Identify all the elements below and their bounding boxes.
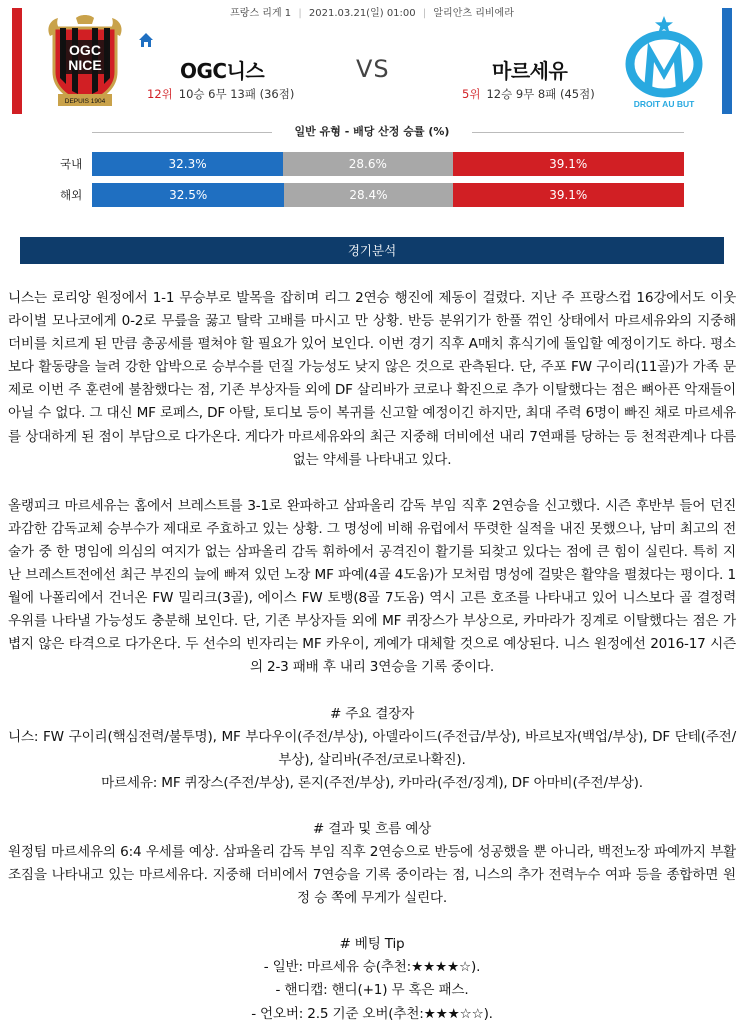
match-header [0,0,744,118]
away-win-segment: 39.1% [453,152,684,176]
odds-bar [92,152,684,176]
ogc-nice-logo [44,14,126,110]
match-meta: 프랑스 리게 1 | 2021.03.21(일) 01:00 | 알리안츠 리비에라 [0,4,744,19]
home-record-text: 10승 6무 13패 (36점) [178,87,295,101]
odds-row-overseas [0,183,744,207]
home-logo-text-3: DEPUIS 1904 [64,98,106,105]
home-win-segment: 32.3% [92,152,283,176]
match-venue: 알리안츠 리비에라 [433,8,514,19]
odds-row-label: 해외 [60,188,83,202]
away-analysis-paragraph: 올랭피크 마르세유는 홈에서 브레스트를 3-1로 완파하고 삼파올리 감독 부임 직후 2연승을 신고했다. 시즌 후반부 들어 던진 과감한 감독교체 승부수가 제대로 주효하고 있는 상황. 그 명성에 비해 유럽에서 뚜렷한 실적을 내진 못했으나, 남미 최고의 전술가 중 한 명임에 의심의 여지가 없는 삼파올리 감독 휘하에서 공격진이 활기를 되찾고 있다는 점에 큰 힘이 실린다. 특히 지난 브레스트전에선 최근 부진의 늪에 빠져 있던 노장 MF 파예(4골 4도움)가 모처럼 명성에 걸맞은 활약을 펼쳤다는 평이다. 1월에 나폴리에서 건너온 FW 밀리크(3골), 에이스 FW 토뱅(8골 7도움) 역시 고른 호조를 나타내고 있어 니스보다 골 결정력 우위를 나타낼 가능성도 충분해 보인다. 단, 기존 부상자들 외에 MF 퀴장스가 부상으로, 카마라가 징계로 이탈했다는 점은 가볍지 않은 타격으로 다가온다. 두 선수의 빈자리는 MF 카우이, 게예가 대체할 것으로 예상된다. 니스 원정에선 2016-17 시즌의 2-3 패배 후 내리 3연승을 기록 중이다. [8,497,736,676]
odds-bar [92,183,684,207]
absent-away: 마르세유: MF 퀴장스(주전/부상), 론지(주전/부상), 카마라(주전/징계), DF 아마비(주전/부상). [101,774,643,791]
absent-title: # 주요 결장자 [329,705,415,722]
away-win-segment: 39.1% [453,183,684,207]
absent-home: 니스: FW 구이리(핵심전력/불투명), MF 부다우이(주전/부상), 아델라이드(주전급/부상), 바르보자(백업/부상), DF 단테(주전/부상), 살리바(주전/코로나확진). [8,728,736,768]
tip-handicap: - 핸디캡: 핸디(+1) 무 혹은 패스. [275,982,469,999]
draw-segment: 28.6% [283,152,452,176]
analysis-section-header: 경기분석 [20,237,724,264]
home-icon [138,32,154,48]
away-color-edge [722,8,732,114]
odds-row-domestic [0,152,744,176]
tip-general: - 일반: 마르세유 승(추천:★★★★☆). [263,959,481,976]
match-datetime: 2021.03.21(일) 01:00 [308,8,416,19]
home-analysis-paragraph: 니스는 로리앙 원정에서 1-1 무승부로 발목을 잡히며 리그 2연승 행진에 제동이 걸렸다. 지난 주 프랑스컵 16강에서도 이웃 라이벌 모나코에게 0-2로 무릎을 꿇고 탈락 고배를 마시고 만 상황. 반등 분위기가 한풀 꺾인 상태에서 마르세유와의 지중해 더비를 치르게 된 만큼 총공세를 펼쳐야 할 필요가 있어 보인다. 이번 경기 직후 A매치 휴식기에 돌입할 예정이기도 하다. 평소보다 활동량을 늘려 강한 압박으로 승부수를 던질 가능성도 낮지 않은 것으로 관측된다. 단, 주포 FW 구이리(11골)가 가족 문제로 이번 주 훈련에 불참했다는 점, 기존 부상자들 외에 DF 살리바가 코로나 확진으로 추가 이탈했다는 점은 뼈아픈 악재들이 아닐 수 없다. 그 대신 MF 로페스, DF 아탈, 토디보 등이 복귀를 신고할 예정이긴 하지만, 최대 주력 6명이 빠진 채로 마르세유를 상대하게 된 점이 부담으로 다가온다. 게다가 마르세유와의 최근 지중해 더비에선 내리 7연패를 당하는 등 천적관계나 다름없는 약세를 나타내고 있다. [8,290,736,468]
home-rank: 12위 [147,87,173,101]
home-record [147,86,294,102]
tip-over-under: - 언오버: 2.5 기준 오버(추천:★★★☆☆). [251,1005,493,1022]
home-win-segment: 32.5% [92,183,284,207]
result-text: 원정팀 마르세유의 6:4 우세를 예상. 삼파올리 감독 부임 직후 2연승으로 반등에 성공했을 뿐 아니라, 백전노장 파예까지 부활 조짐을 나타내고 있는 마르세유다. 지중해 더비에서 7연승을 기록 중이라는 점, 니스의 추가 전력누수 여파 등을 종합하면 원정 승 쪽에 무게가 실린다. [8,843,736,907]
league-name: 프랑스 리게 1 [230,8,292,19]
result-title: # 결과 및 흐름 예상 [312,820,432,837]
home-logo-text-2: NICE [68,57,102,73]
tip-title: # 베팅 Tip [339,936,405,953]
vs-label: VS [356,55,390,83]
home-team-name: OGC니스 [180,59,265,83]
away-record [462,86,595,102]
home-logo-text-1: OGC [69,42,101,58]
away-record-text: 12승 9무 8패 (45점) [486,87,595,101]
odds-title: 일반 유형 - 배당 산정 승률 (%) [294,125,450,138]
odds-row-label: 국내 [60,157,83,171]
away-team-name: 마르세유 [492,59,568,83]
away-logo-text: DROIT AU BUT [633,99,695,109]
home-color-edge [12,8,22,114]
analysis-content [8,287,736,1026]
away-rank: 5위 [462,87,481,101]
marseille-logo [618,14,710,110]
draw-segment: 28.4% [284,183,452,207]
